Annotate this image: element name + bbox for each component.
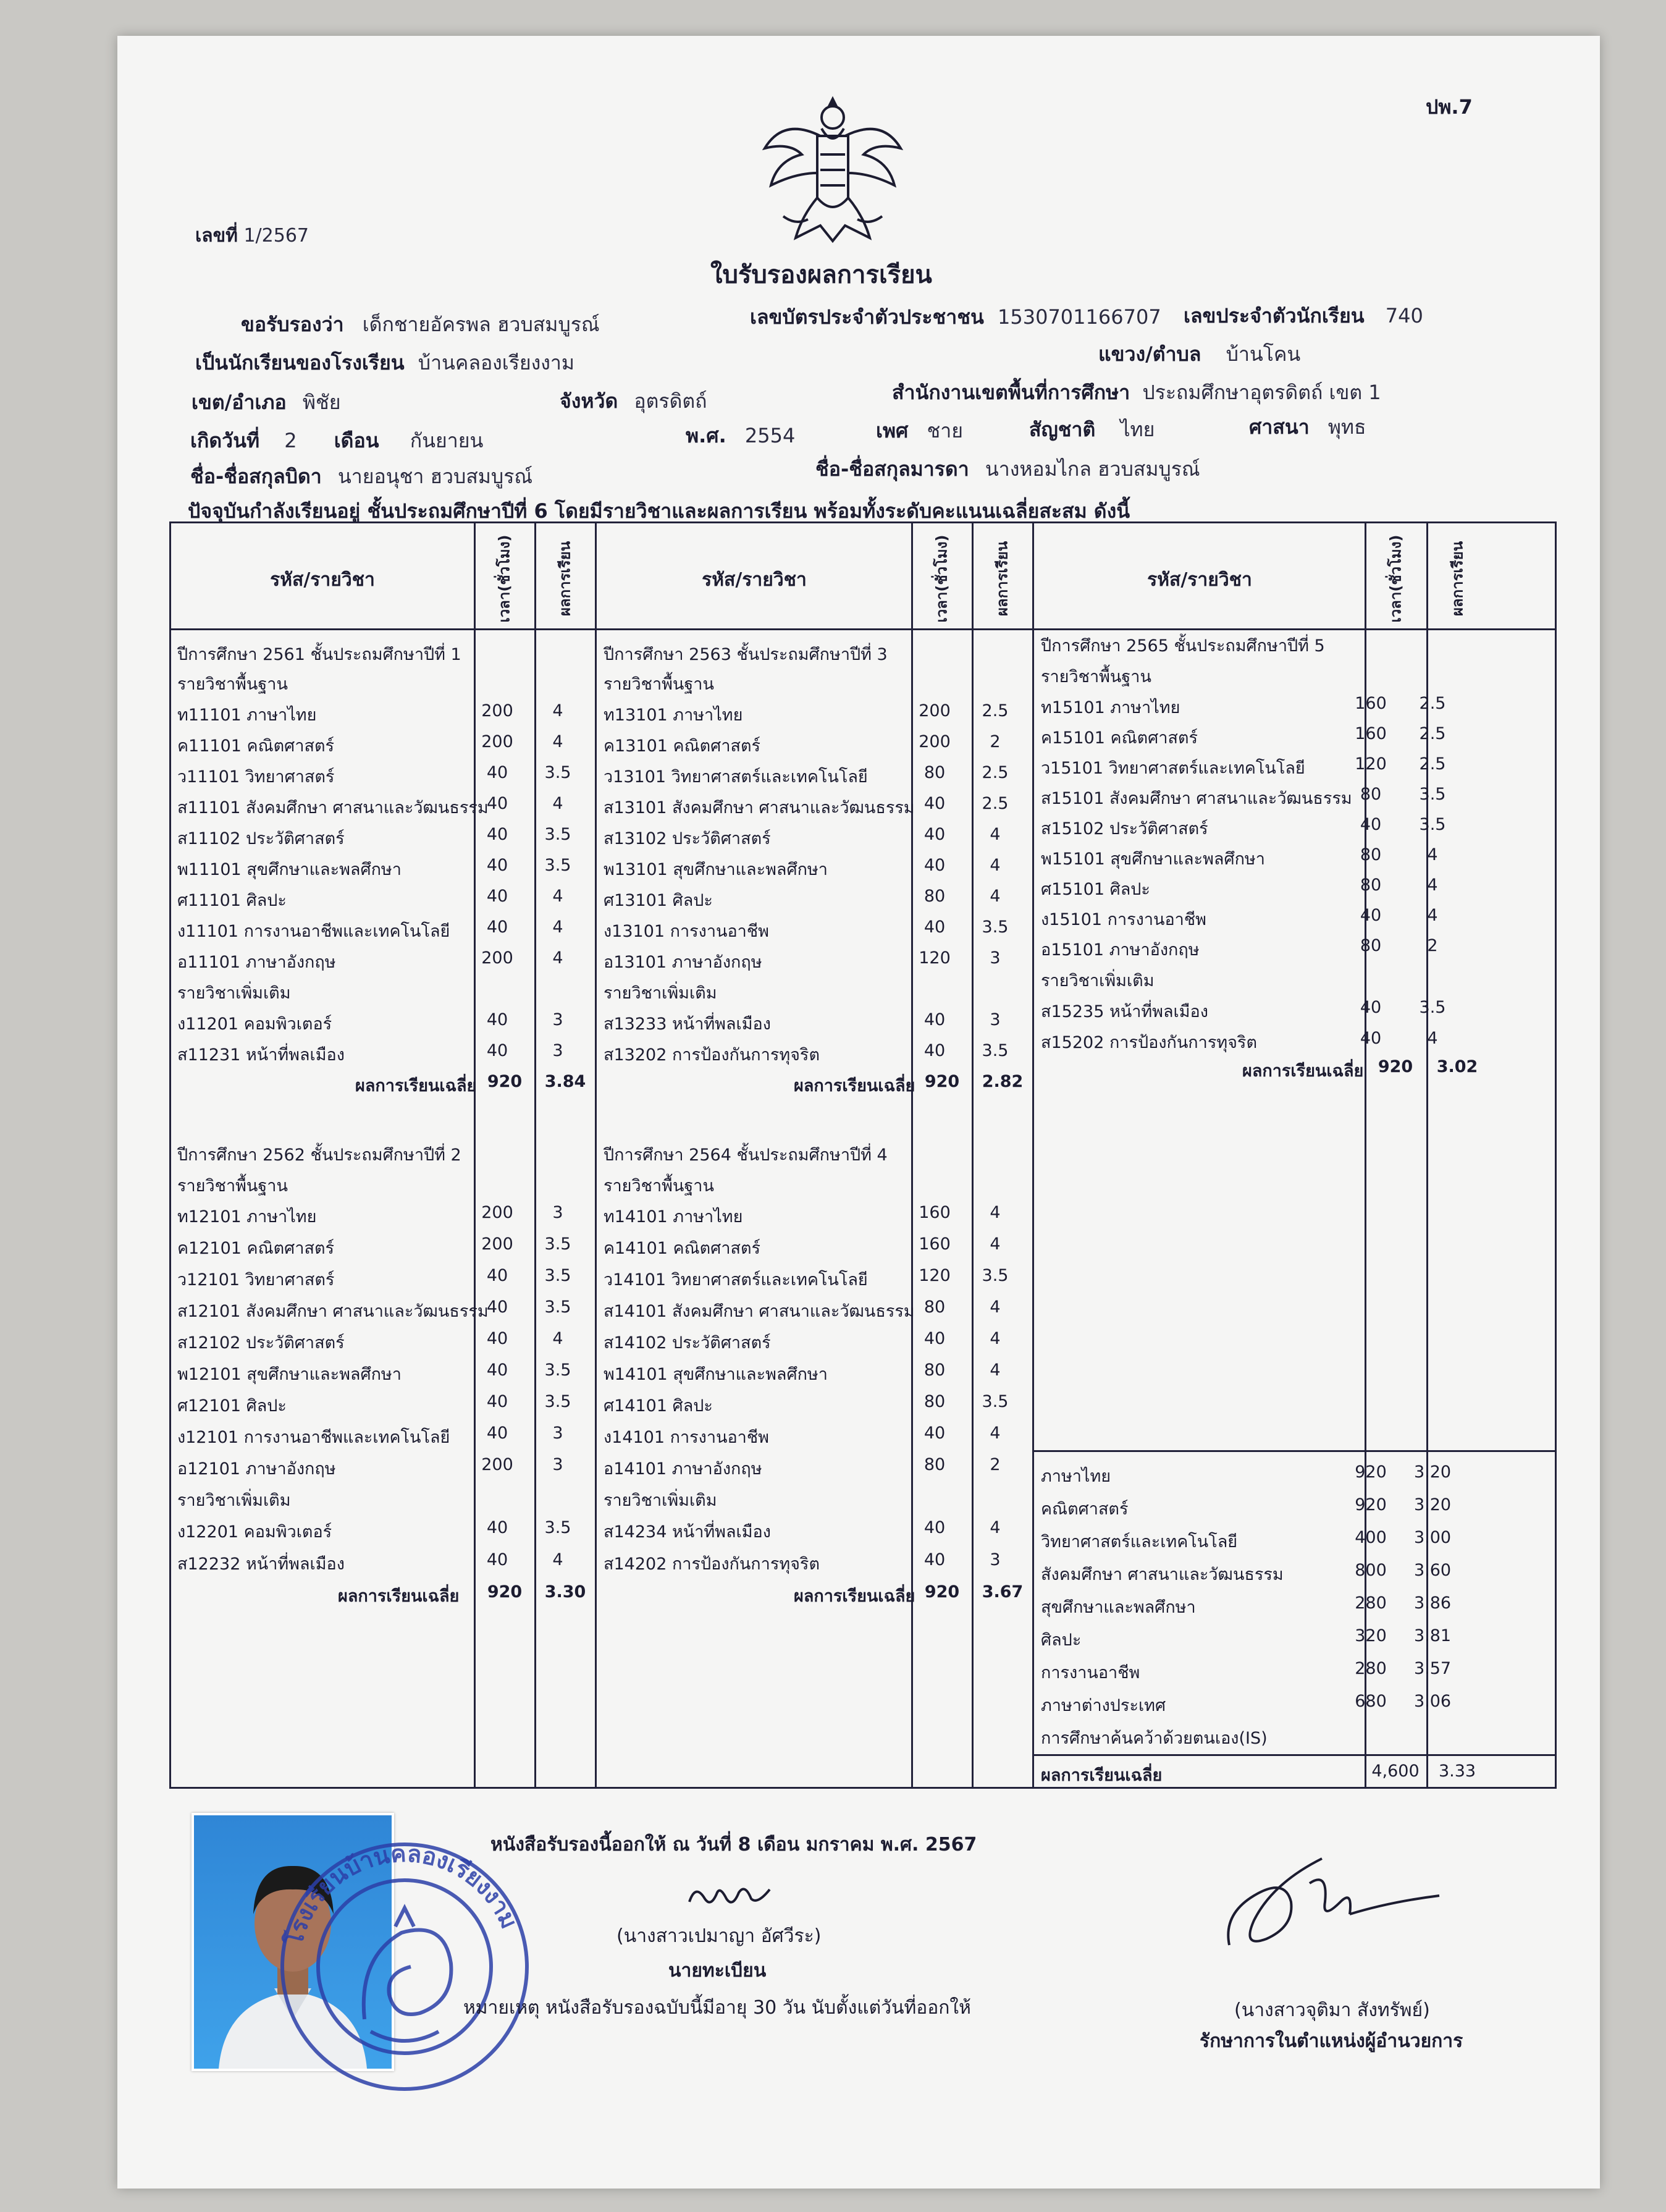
subject-name: สุขศึกษาและพลศึกษา — [1041, 1598, 1196, 1617]
avg-label: ผลการเรียนเฉลี่ย — [355, 1076, 477, 1095]
subject-grade: 3 — [552, 1424, 563, 1443]
subject-grade: 3.5 — [544, 763, 571, 782]
subject-grade: 2 — [990, 1455, 1001, 1474]
district-label: เขต/อำเภอ — [191, 390, 287, 414]
subject-hours: 40 — [486, 887, 508, 906]
director-signature — [1217, 1846, 1452, 1964]
subject-name: ภาษาไทย — [1041, 1467, 1111, 1486]
subject-grade: 4 — [1427, 906, 1438, 925]
subject-name: พ15101 สุขศึกษาและพลศึกษา — [1041, 850, 1265, 869]
subject-name: ศ13101 ศิลปะ — [604, 891, 713, 910]
subject-grade: 4 — [552, 732, 563, 751]
basic-subjects-label: รายวิชาพื้นฐาน — [604, 1176, 714, 1196]
subject-grade: 4 — [552, 948, 563, 968]
subject-name: ส15101 สังคมศึกษา ศาสนาและวัฒนธรรม — [1041, 789, 1352, 808]
subject-grade: 2.5 — [1419, 754, 1446, 774]
doc-number-label: เลขที่ — [195, 225, 238, 247]
header-grade-1: ผลการเรียน — [556, 541, 574, 617]
page-title: ใบรับรองผลการเรียน — [710, 261, 932, 289]
nationality: ไทย — [1120, 418, 1155, 441]
subject-name: พ12101 สุขศึกษาและพลศึกษา — [177, 1365, 402, 1384]
subject-name: ศิลปะ — [1041, 1631, 1082, 1650]
subject-grade: 3.5 — [544, 1392, 571, 1411]
form-code: ปพ.7 — [1426, 95, 1473, 119]
area-office-label: สำนักงานเขตพื้นที่การศึกษา — [892, 381, 1130, 404]
subject-grade: 4 — [990, 1361, 1001, 1380]
certificate-paper — [117, 36, 1600, 2189]
subject-grade: 4 — [552, 887, 563, 906]
student-id: 740 — [1385, 304, 1423, 327]
subject-name: ส15202 การป้องกันการทุจริต — [1041, 1033, 1257, 1052]
subject-grade: 3.86 — [1413, 1594, 1452, 1613]
subject-name: ท11101 ภาษาไทย — [177, 706, 317, 725]
subdistrict: บ้านโคน — [1226, 342, 1301, 366]
validity-note: หมายเหตุ หนังสือรับรองฉบับนี้มีอายุ 30 วัน นับตั้งแต่วันที่ออกให้ — [463, 1997, 971, 2019]
avg-grade: 2.82 — [982, 1072, 1024, 1091]
subject-hours: 40 — [486, 1298, 508, 1317]
subject-name: อ15101 ภาษาอังกฤษ — [1041, 940, 1200, 960]
current-status: ปัจจุบันกำลังเรียนอยู่ ชั้นประถมศึกษาปีที่ 6 โดยมีรายวิชาและผลการเรียน พร้อมทั้งระดับคะแนนเฉลี่ยสะสม ดังนี้ — [188, 499, 1130, 523]
district: พิชัย — [302, 390, 341, 414]
subject-name: ส14101 สังคมศึกษา ศาสนาและวัฒนธรรม — [604, 1302, 915, 1321]
subject-name: ว11101 วิทยาศาสตร์ — [177, 767, 335, 787]
garuda-emblem-icon — [759, 93, 907, 247]
registrar-title: นายทะเบียน — [668, 1960, 767, 1982]
subject-grade: 2.5 — [982, 794, 1009, 813]
subject-grade: 4 — [552, 1329, 563, 1348]
subject-hours: 120 — [919, 1266, 951, 1285]
sex: ชาย — [927, 419, 963, 442]
header-hours-3: เวลา(ชั่วโมง) — [1387, 534, 1405, 623]
subject-hours: 80 — [1360, 936, 1382, 955]
year-heading: ปีการศึกษา 2563 ชั้นประถมศึกษาปีที่ 3 — [604, 645, 888, 664]
subject-hours: 80 — [923, 887, 946, 906]
subject-name: ง14101 การงานอาชีพ — [604, 1428, 769, 1447]
avg-label: ผลการเรียนเฉลี่ย — [794, 1076, 915, 1095]
subject-hours: 40 — [923, 1424, 946, 1443]
total-hours: 920 — [924, 1072, 960, 1091]
grades-table — [169, 521, 1557, 1789]
subject-grade: 4 — [552, 701, 563, 720]
subject-name: ส14202 การป้องกันการทุจริต — [604, 1555, 820, 1574]
subject-name: ศ14101 ศิลปะ — [604, 1396, 713, 1416]
subject-name: ท12101 ภาษาไทย — [177, 1207, 317, 1226]
student-name: เด็กชายอัครพล ฮวบสมบูรณ์ — [362, 313, 600, 336]
subject-hours: 40 — [486, 1550, 508, 1569]
year-heading: ปีการศึกษา 2565 ชั้นประถมศึกษาปีที่ 5 — [1041, 636, 1325, 656]
subject-hours: 120 — [1355, 754, 1387, 774]
avg-label: ผลการเรียนเฉลี่ย — [794, 1587, 915, 1606]
extra-subjects-label: รายวิชาเพิ่มเติม — [177, 984, 291, 1003]
subject-hours: 80 — [923, 1298, 946, 1317]
birth-year: 2554 — [744, 424, 796, 447]
father-label: ชื่อ-ชื่อสกุลบิดา — [190, 465, 322, 488]
subject-name: ท15101 ภาษาไทย — [1041, 698, 1180, 717]
registrar-name: (นางสาวเปมาญา อัศวีระ) — [616, 1925, 822, 1947]
total-hours: 920 — [924, 1582, 960, 1602]
subject-hours: 40 — [486, 825, 508, 844]
subject-grade: 3.5 — [982, 1266, 1009, 1285]
subject-name: ส15102 ประวัติศาสตร์ — [1041, 819, 1208, 838]
subject-name: ง11101 การงานอาชีพและเทคโนโลยี — [177, 922, 450, 941]
subject-grade: 3.00 — [1413, 1528, 1452, 1547]
header-hours-1: เวลา(ชั่วโมง) — [495, 534, 513, 623]
subject-name: ศ15101 ศิลปะ — [1041, 880, 1150, 899]
subject-grade: 4 — [990, 1518, 1001, 1537]
subject-grade: 4 — [990, 856, 1001, 875]
subject-name: สังคมศึกษา ศาสนาและวัฒนธรรม — [1041, 1565, 1284, 1584]
subject-name: อ13101 ภาษาอังกฤษ — [604, 953, 762, 972]
subject-hours: 200 — [481, 1235, 513, 1254]
citizen-id-label: เลขบัตรประจำตัวประชาชน — [750, 305, 984, 329]
subject-hours: 200 — [481, 701, 513, 720]
subject-hours: 40 — [923, 1329, 946, 1348]
subject-name: ส12101 สังคมศึกษา ศาสนาและวัฒนธรรม — [177, 1302, 489, 1321]
subject-name: อ11101 ภาษาอังกฤษ — [177, 953, 336, 972]
subject-name: ท13101 ภาษาไทย — [604, 706, 743, 725]
subject-name: ส11231 หน้าที่พลเมือง — [177, 1045, 345, 1065]
avg-grade: 3.84 — [544, 1072, 586, 1091]
subject-grade: 4 — [990, 1298, 1001, 1317]
subject-name: ส11101 สังคมศึกษา ศาสนาและวัฒนธรรม — [177, 798, 489, 817]
avg-grade: 3.67 — [982, 1582, 1024, 1602]
subject-hours: 40 — [486, 1329, 508, 1348]
subject-grade: 4 — [552, 918, 563, 937]
subject-grade: 3.5 — [1419, 785, 1446, 804]
subdistrict-label: แขวง/ตำบล — [1098, 342, 1201, 366]
subject-name: ศ12101 ศิลปะ — [177, 1396, 287, 1416]
birth-day-label: เกิดวันที่ — [190, 429, 260, 452]
subject-hours: 320 — [1355, 1626, 1387, 1645]
subject-grade: 3.5 — [544, 1266, 571, 1285]
subject-name: พ11101 สุขศึกษาและพลศึกษา — [177, 860, 402, 879]
subject-grade: 3 — [990, 1550, 1001, 1569]
subject-name: พ13101 สุขศึกษาและพลศึกษา — [604, 860, 828, 879]
subject-grade: 3.81 — [1413, 1626, 1452, 1645]
subject-hours: 40 — [1360, 906, 1382, 925]
subject-name: คณิตศาสตร์ — [1041, 1500, 1129, 1519]
subject-hours: 40 — [1360, 815, 1382, 834]
subject-grade: 4 — [1427, 845, 1438, 864]
subject-name: ส11102 ประวัติศาสตร์ — [177, 829, 345, 848]
subject-hours: 80 — [1360, 845, 1382, 864]
subject-hours: 160 — [919, 1235, 951, 1254]
subject-grade: 4 — [990, 825, 1001, 844]
birth-month: กันยายน — [410, 429, 484, 452]
subject-hours: 40 — [486, 1010, 508, 1029]
school-label: เป็นนักเรียนของโรงเรียน — [195, 351, 405, 374]
subject-grade: 3 — [990, 1010, 1001, 1029]
mother-name: นางหอมไกล ฮวบสมบูรณ์ — [985, 457, 1200, 481]
subject-hours: 280 — [1355, 1659, 1387, 1678]
subject-name: อ12101 ภาษาอังกฤษ — [177, 1459, 336, 1479]
subject-hours: 40 — [486, 794, 508, 813]
province: อุตรดิตถ์ — [634, 389, 707, 413]
mother-label: ชื่อ-ชื่อสกุลมารดา — [815, 457, 969, 481]
subject-hours: 40 — [1360, 998, 1382, 1017]
basic-subjects-label: รายวิชาพื้นฐาน — [604, 675, 714, 694]
subject-hours: 40 — [486, 1041, 508, 1060]
subject-grade: 3.06 — [1413, 1692, 1452, 1711]
subject-name: ว14101 วิทยาศาสตร์และเทคโนโลยี — [604, 1270, 868, 1290]
subject-hours: 680 — [1355, 1692, 1387, 1711]
subject-hours: 40 — [923, 1550, 946, 1569]
subject-grade: 3 — [552, 1010, 563, 1029]
subject-hours: 40 — [486, 1518, 508, 1537]
subject-grade: 3 — [990, 948, 1001, 968]
citizen-id: 1530701166707 — [998, 305, 1161, 329]
subject-name: ค14101 คณิตศาสตร์ — [604, 1239, 760, 1258]
subject-hours: 80 — [1360, 785, 1382, 804]
subject-grade: 2 — [990, 732, 1001, 751]
year-heading: ปีการศึกษา 2562 ชั้นประถมศึกษาปีที่ 2 — [177, 1146, 461, 1165]
subject-hours: 800 — [1355, 1561, 1387, 1580]
subject-grade: 3.5 — [1419, 998, 1446, 1017]
subject-hours: 40 — [486, 918, 508, 937]
header-grade-3: ผลการเรียน — [1449, 541, 1466, 617]
subject-grade: 3 — [552, 1455, 563, 1474]
subject-hours: 40 — [923, 1041, 946, 1060]
subject-name: ค12101 คณิตศาสตร์ — [177, 1239, 334, 1258]
school-name: บ้านคลองเรียงงาม — [418, 351, 574, 374]
birth-year-label: พ.ศ. — [686, 424, 726, 447]
director-title: รักษาการในตำแหน่งผู้อำนวยการ — [1200, 2030, 1463, 2052]
doc-number: 1/2567 — [243, 225, 309, 247]
subject-hours: 200 — [919, 701, 951, 720]
subject-grade: 3.5 — [544, 825, 571, 844]
subject-hours: 200 — [481, 1455, 513, 1474]
overall-hours: 4,600 — [1371, 1762, 1420, 1781]
avg-label: ผลการเรียนเฉลี่ย — [1242, 1062, 1364, 1081]
subject-hours: 400 — [1355, 1528, 1387, 1547]
header-grade-2: ผลการเรียน — [993, 541, 1011, 617]
basic-subjects-label: รายวิชาพื้นฐาน — [177, 675, 288, 694]
subject-grade: 3 — [552, 1041, 563, 1060]
subject-grade: 4 — [552, 794, 563, 813]
subject-grade: 3.5 — [982, 1392, 1009, 1411]
subject-name: ว13101 วิทยาศาสตร์และเทคโนโลยี — [604, 767, 868, 787]
subject-grade: 2.5 — [1419, 724, 1446, 743]
year-heading: ปีการศึกษา 2561 ชั้นประถมศึกษาปีที่ 1 — [177, 645, 461, 664]
subject-grade: 3.5 — [982, 918, 1009, 937]
avg-grade: 3.30 — [544, 1582, 586, 1602]
subject-name: ศ11101 ศิลปะ — [177, 891, 287, 910]
header-subject-2: รหัส/รายวิชา — [702, 569, 807, 591]
subject-hours: 40 — [486, 1361, 508, 1380]
avg-grade: 3.02 — [1436, 1057, 1478, 1076]
extra-subjects-label: รายวิชาเพิ่มเติม — [1041, 971, 1155, 990]
subject-hours: 120 — [919, 948, 951, 968]
subject-grade: 2.5 — [1419, 694, 1446, 713]
area-office: ประถมศึกษาอุตรดิตถ์ เขต 1 — [1142, 381, 1381, 404]
subject-name: ง11201 คอมพิวเตอร์ — [177, 1015, 332, 1034]
stamp-text: โรงเรียนบ้านคลองเรียงงาม — [280, 1839, 523, 1949]
subject-hours: 160 — [919, 1203, 951, 1222]
subject-hours: 920 — [1355, 1495, 1387, 1514]
father-name: นายอนุชา ฮวบสมบูรณ์ — [337, 465, 533, 488]
subject-hours: 80 — [923, 1361, 946, 1380]
subject-name: อ14101 ภาษาอังกฤษ — [604, 1459, 762, 1479]
subject-name: วิทยาศาสตร์และเทคโนโลยี — [1041, 1532, 1238, 1551]
subject-grade: 3.60 — [1413, 1561, 1452, 1580]
subject-hours: 160 — [1355, 724, 1387, 743]
subject-grade: 3.20 — [1413, 1463, 1452, 1482]
subject-grade: 2.5 — [982, 763, 1009, 782]
subject-hours: 40 — [486, 1424, 508, 1443]
birth-month-label: เดือน — [334, 429, 379, 452]
subject-name: ง15101 การงานอาชีพ — [1041, 910, 1206, 929]
subject-name: ง12101 การงานอาชีพและเทคโนโลยี — [177, 1428, 450, 1447]
sex-label: เพศ — [876, 419, 909, 442]
subject-grade: 4 — [1427, 1029, 1438, 1048]
subject-hours: 200 — [481, 732, 513, 751]
subject-grade: 4 — [990, 1424, 1001, 1443]
subject-name: ส12102 ประวัติศาสตร์ — [177, 1333, 345, 1353]
director-name: (นางสาวจุติมา สังทรัพย์) — [1234, 1999, 1430, 2021]
subject-grade: 4 — [990, 1329, 1001, 1348]
nationality-label: สัญชาติ — [1029, 418, 1096, 441]
subject-grade: 3 — [552, 1203, 563, 1222]
subject-name: ง13101 การงานอาชีพ — [604, 922, 769, 941]
subject-hours: 80 — [1360, 876, 1382, 895]
subject-grade: 2 — [1427, 936, 1438, 955]
subject-grade: 4 — [1427, 876, 1438, 895]
subject-name: ส14102 ประวัติศาสตร์ — [604, 1333, 771, 1353]
subject-hours: 80 — [923, 1392, 946, 1411]
subject-grade: 3.5 — [544, 1518, 571, 1537]
subject-name: ส13202 การป้องกันการทุจริต — [604, 1045, 820, 1065]
subject-hours: 200 — [481, 948, 513, 968]
subject-name: ค15101 คณิตศาสตร์ — [1041, 728, 1198, 748]
subject-grade: 2.5 — [982, 701, 1009, 720]
basic-subjects-label: รายวิชาพื้นฐาน — [177, 1176, 288, 1196]
subject-hours: 40 — [486, 856, 508, 875]
subject-hours: 200 — [919, 732, 951, 751]
religion-label: ศาสนา — [1249, 415, 1310, 439]
birth-day: 2 — [284, 429, 297, 452]
extra-subjects-label: รายวิชาเพิ่มเติม — [604, 1491, 717, 1510]
subject-name: ส13102 ประวัติศาสตร์ — [604, 829, 771, 848]
header-subject-1: รหัส/รายวิชา — [270, 569, 375, 591]
subject-name: ส15235 หน้าที่พลเมือง — [1041, 1002, 1208, 1021]
student-id-label: เลขประจำตัวนักเรียน — [1184, 304, 1365, 327]
basic-subjects-label: รายวิชาพื้นฐาน — [1041, 667, 1151, 686]
subject-name: ค13101 คณิตศาสตร์ — [604, 737, 760, 756]
overall-avg-label: ผลการเรียนเฉลี่ย — [1041, 1766, 1163, 1785]
overall-avg: 3.33 — [1438, 1762, 1476, 1781]
header-subject-3: รหัส/รายวิชา — [1147, 569, 1252, 591]
subject-hours: 40 — [486, 1266, 508, 1285]
subject-name: ว15101 วิทยาศาสตร์และเทคโนโลยี — [1041, 759, 1305, 778]
subject-grade: 4 — [990, 1235, 1001, 1254]
subject-hours: 40 — [486, 763, 508, 782]
subject-name: การงานอาชีพ — [1041, 1663, 1140, 1682]
subject-grade: 3.5 — [544, 1298, 571, 1317]
subject-name: ว12101 วิทยาศาสตร์ — [177, 1270, 335, 1290]
school-seal-stamp — [272, 1834, 531, 2100]
subject-grade: 3.57 — [1413, 1659, 1452, 1678]
subject-grade: 3.20 — [1413, 1495, 1452, 1514]
header-hours-2: เวลา(ชั่วโมง) — [933, 534, 951, 623]
province-label: จังหวัด — [560, 389, 618, 413]
subject-grade: 4 — [990, 887, 1001, 906]
subject-hours: 80 — [923, 763, 946, 782]
subject-hours: 160 — [1355, 694, 1387, 713]
subject-hours: 40 — [486, 1392, 508, 1411]
subject-hours: 40 — [923, 856, 946, 875]
subject-hours: 200 — [481, 1203, 513, 1222]
subject-name: การศึกษาค้นคว้าด้วยตนเอง(IS) — [1041, 1729, 1268, 1748]
subject-name: ส14234 หน้าที่พลเมือง — [604, 1522, 771, 1542]
subject-hours: 40 — [923, 794, 946, 813]
subject-name: ส13233 หน้าที่พลเมือง — [604, 1015, 771, 1034]
religion: พุทธ — [1327, 415, 1366, 439]
subject-grade: 3.5 — [544, 856, 571, 875]
subject-hours: 920 — [1355, 1463, 1387, 1482]
subject-name: ส12232 หน้าที่พลเมือง — [177, 1555, 345, 1574]
subject-name: ส13101 สังคมศึกษา ศาสนาและวัฒนธรรม — [604, 798, 915, 817]
extra-subjects-label: รายวิชาเพิ่มเติม — [177, 1491, 291, 1510]
subject-hours: 40 — [923, 1518, 946, 1537]
total-hours: 920 — [487, 1582, 523, 1602]
subject-hours: 40 — [923, 1010, 946, 1029]
subject-hours: 80 — [923, 1455, 946, 1474]
certify-label: ขอรับรองว่า — [241, 313, 344, 336]
subject-name: ค11101 คณิตศาสตร์ — [177, 737, 334, 756]
total-hours: 920 — [1378, 1057, 1413, 1076]
subject-name: ท14101 ภาษาไทย — [604, 1207, 743, 1226]
registrar-signature — [683, 1871, 782, 1920]
subject-name: พ14101 สุขศึกษาและพลศึกษา — [604, 1365, 828, 1384]
issued-statement: หนังสือรับรองนี้ออกให้ ณ วันที่ 8 เดือน มกราคม พ.ศ. 2567 — [490, 1834, 977, 1855]
total-hours: 920 — [487, 1072, 523, 1091]
subject-hours: 280 — [1355, 1594, 1387, 1613]
subject-grade: 3.5 — [544, 1361, 571, 1380]
year-heading: ปีการศึกษา 2564 ชั้นประถมศึกษาปีที่ 4 — [604, 1146, 888, 1165]
subject-name: ภาษาต่างประเทศ — [1041, 1696, 1166, 1715]
subject-grade: 3.5 — [982, 1041, 1009, 1060]
subject-hours: 40 — [923, 918, 946, 937]
subject-grade: 3.5 — [544, 1235, 571, 1254]
subject-grade: 3.5 — [1419, 815, 1446, 834]
subject-grade: 4 — [552, 1550, 563, 1569]
avg-label: ผลการเรียนเฉลี่ย — [338, 1587, 460, 1606]
subject-name: ง12201 คอมพิวเตอร์ — [177, 1522, 332, 1542]
subject-hours: 40 — [1360, 1029, 1382, 1048]
extra-subjects-label: รายวิชาเพิ่มเติม — [604, 984, 717, 1003]
subject-hours: 40 — [923, 825, 946, 844]
subject-grade: 4 — [990, 1203, 1001, 1222]
